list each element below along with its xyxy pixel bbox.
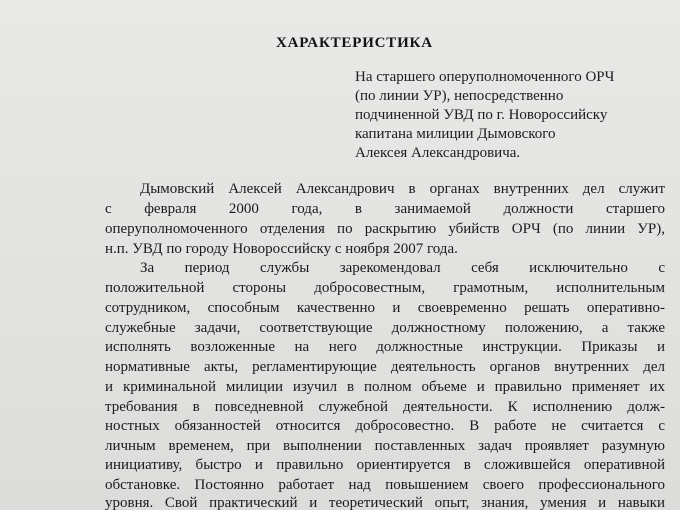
body-line: инициативу, быстро и правильно ориентируется в сложившейся оперативной: [105, 457, 665, 473]
body-line: исполнять возложенные на него должностные инструкции. Приказы и: [105, 339, 665, 355]
addressee-block: [355, 68, 675, 163]
body-line: служебные задачи, соответствующие должностному положению, а также: [105, 320, 665, 336]
addressee-line: Алексея Александровича.: [355, 145, 521, 161]
document-title: ХАРАКТЕРИСТИКА: [276, 35, 433, 51]
body-line: положительной стороны добросовестным, грамотным, исполнительным: [105, 280, 665, 296]
addressee-line: На старшего оперуполномоченного ОРЧ: [355, 69, 615, 85]
body-line: За период службы зарекомендовал себя исключительно с: [140, 260, 665, 276]
body-line: сотрудником, способным качественно и своевременно решать оперативно-: [105, 300, 665, 316]
addressee-line: (по линии УР), непосредственно: [355, 88, 564, 104]
body-line: ностных обязанностей относится добросовестно. В работе не считается с: [105, 418, 665, 434]
body-line: уровня. Свой практический и теоретический опыт, знания, умения и навыки: [105, 495, 665, 510]
body-line: нормативные акты, регламентирующие деятельность органов внутренних дел: [105, 359, 665, 375]
body-line: личным временем, при выполнении поставленных задач проявляет разумную: [105, 438, 665, 454]
addressee-line: подчиненной УВД по г. Новороссийску: [355, 107, 608, 123]
addressee-line: капитана милиции Дымовского: [355, 126, 556, 142]
body-line: требования в повседневной служебной деятельности. К исполнению долж-: [105, 399, 665, 415]
body-line: и криминальной милиции изучил в полном объеме и правильно применяет их: [105, 379, 665, 395]
body-line: н.п. УВД по городу Новороссийску с ноября 2007 года.: [105, 241, 458, 257]
body-line: оперуполномоченного отделения по раскрытию убийств ОРЧ (по линии УР),: [105, 221, 665, 237]
body-line: Дымовский Алексей Александрович в органах внутренних дел служит: [140, 181, 665, 197]
body-line: обстановке. Постоянно работает над повышением своего профессионального: [105, 477, 665, 493]
body-line: с февраля 2000 года, в занимаемой должности старшего: [105, 201, 665, 217]
